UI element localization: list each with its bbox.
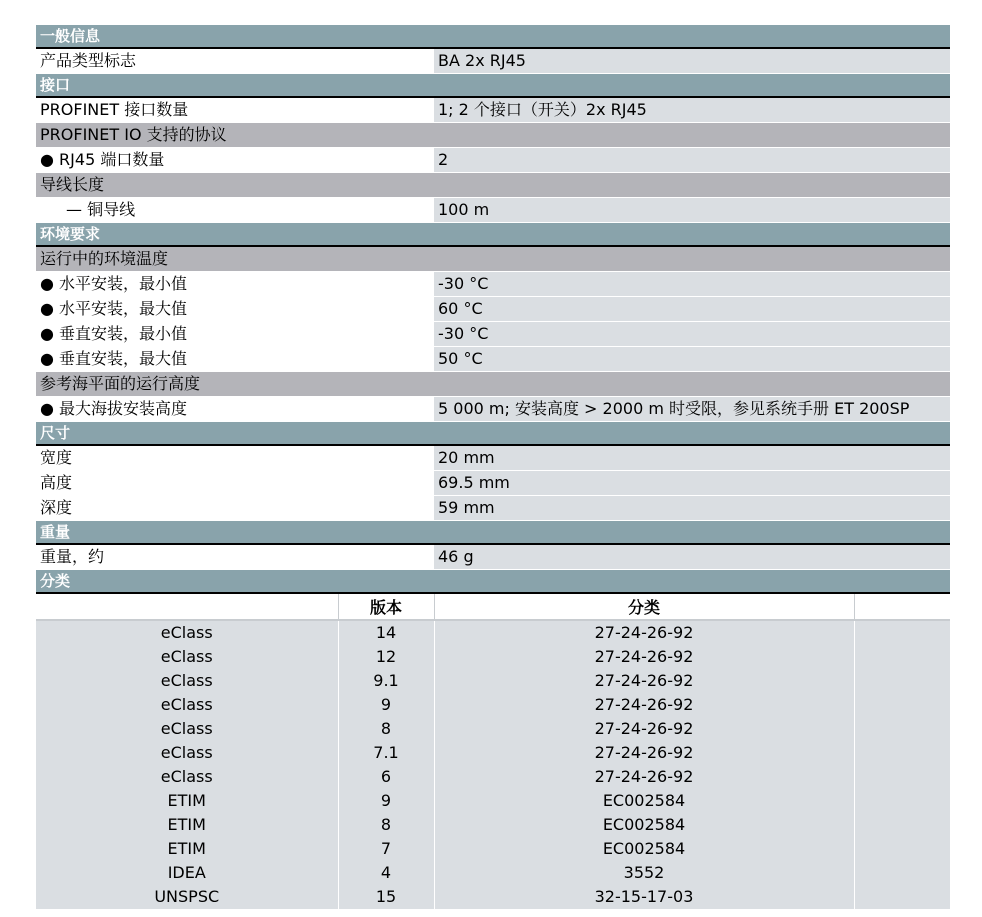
classification-version: 15: [338, 885, 434, 909]
classification-system: IDEA: [36, 861, 338, 885]
column-header-extra: [854, 594, 950, 620]
classification-version: 9.1: [338, 669, 434, 693]
column-header-system: [36, 594, 338, 620]
classification-code: 27-24-26-92: [434, 717, 854, 741]
classification-code: 27-24-26-92: [434, 620, 854, 645]
spec-row-temp-horizontal-max: [36, 297, 950, 322]
spec-sheet: [36, 25, 950, 909]
classification-version: 12: [338, 645, 434, 669]
spec-row-temp-vertical-min: [36, 322, 950, 347]
empty-cell: [854, 645, 950, 669]
spec-row-product-type: [36, 49, 950, 74]
spec-label: ● RJ45 端口数量: [36, 148, 434, 172]
classification-system: UNSPSC: [36, 885, 338, 909]
subheader-cable-length: 导线长度: [36, 173, 950, 198]
empty-cell: [854, 885, 950, 909]
classification-version: 9: [338, 693, 434, 717]
spec-label: ● 水平安装，最小值: [36, 272, 434, 296]
spec-label: PROFINET 接口数量: [36, 98, 434, 122]
spec-row-height: [36, 471, 950, 496]
classification-system: eClass: [36, 741, 338, 765]
classification-code: 3552: [434, 861, 854, 885]
spec-value: 100 m: [434, 198, 950, 222]
classification-system: eClass: [36, 645, 338, 669]
subheader-ambient-temperature: 运行中的环境温度: [36, 247, 950, 272]
empty-cell: [854, 620, 950, 645]
spec-row-max-altitude: [36, 397, 950, 422]
spec-value: -30 °C: [434, 272, 950, 296]
classification-header-row: [36, 594, 950, 620]
spec-label: 深度: [36, 496, 434, 520]
classification-version: 7.1: [338, 741, 434, 765]
classification-code: 27-24-26-92: [434, 645, 854, 669]
spec-row-profinet-interfaces: [36, 98, 950, 123]
spec-label: ● 垂直安装，最小值: [36, 322, 434, 346]
table-row: [36, 837, 950, 861]
table-row: [36, 717, 950, 741]
spec-row-depth: [36, 496, 950, 521]
spec-value: 5 000 m; 安装高度 > 2000 m 时受限，参见系统手册 ET 200SP: [434, 397, 950, 421]
table-row: [36, 620, 950, 645]
table-row: [36, 765, 950, 789]
spec-label: 产品类型标志: [36, 49, 434, 73]
table-row: [36, 861, 950, 885]
subheader-operating-altitude: 参考海平面的运行高度: [36, 372, 950, 397]
spec-value: 69.5 mm: [434, 471, 950, 495]
section-header-general: 一般信息: [36, 25, 950, 49]
spec-label: 宽度: [36, 446, 434, 470]
classification-code: 32-15-17-03: [434, 885, 854, 909]
table-row: [36, 741, 950, 765]
empty-cell: [854, 813, 950, 837]
classification-system: eClass: [36, 765, 338, 789]
table-row: [36, 789, 950, 813]
classification-version: 8: [338, 813, 434, 837]
classification-version: 6: [338, 765, 434, 789]
spec-row-copper-cable: [36, 198, 950, 223]
classification-code: 27-24-26-92: [434, 741, 854, 765]
empty-cell: [854, 717, 950, 741]
spec-value: 59 mm: [434, 496, 950, 520]
spec-value: 46 g: [434, 545, 950, 569]
classification-version: 8: [338, 717, 434, 741]
classification-code: 27-24-26-92: [434, 669, 854, 693]
column-header-classification: 分类: [434, 594, 854, 620]
section-header-weight: 重量: [36, 521, 950, 545]
spec-value: -30 °C: [434, 322, 950, 346]
classification-system: eClass: [36, 693, 338, 717]
classification-version: 4: [338, 861, 434, 885]
spec-value: BA 2x RJ45: [434, 49, 950, 73]
spec-row-weight: [36, 545, 950, 570]
section-header-environment: 环境要求: [36, 223, 950, 247]
subheader-protocols: PROFINET IO 支持的协议: [36, 123, 950, 148]
spec-value: 20 mm: [434, 446, 950, 470]
section-header-dimensions: 尺寸: [36, 422, 950, 446]
classification-code: EC002584: [434, 813, 854, 837]
spec-row-temp-horizontal-min: [36, 272, 950, 297]
classification-system: eClass: [36, 669, 338, 693]
section-header-interface: 接口: [36, 74, 950, 98]
empty-cell: [854, 837, 950, 861]
classification-version: 7: [338, 837, 434, 861]
spec-label: — 铜导线: [36, 198, 434, 222]
spec-value: 2: [434, 148, 950, 172]
spec-value: 60 °C: [434, 297, 950, 321]
spec-label: 高度: [36, 471, 434, 495]
spec-label: ● 水平安装，最大值: [36, 297, 434, 321]
spec-row-rj45-ports: [36, 148, 950, 173]
table-row: [36, 813, 950, 837]
spec-label: ● 垂直安装，最大值: [36, 347, 434, 371]
classification-code: EC002584: [434, 789, 854, 813]
spec-value: 50 °C: [434, 347, 950, 371]
spec-label: ● 最大海拔安装高度: [36, 397, 434, 421]
empty-cell: [854, 741, 950, 765]
column-header-version: 版本: [338, 594, 434, 620]
section-header-classification: 分类: [36, 570, 950, 594]
table-row: [36, 885, 950, 909]
table-row: [36, 669, 950, 693]
classification-system: ETIM: [36, 837, 338, 861]
classification-code: EC002584: [434, 837, 854, 861]
spec-row-temp-vertical-max: [36, 347, 950, 372]
classification-version: 14: [338, 620, 434, 645]
empty-cell: [854, 669, 950, 693]
classification-system: eClass: [36, 717, 338, 741]
spec-value: 1; 2 个接口（开关）2x RJ45: [434, 98, 950, 122]
spec-row-width: [36, 446, 950, 471]
classification-system: ETIM: [36, 789, 338, 813]
classification-system: ETIM: [36, 813, 338, 837]
classification-table: [36, 594, 950, 909]
empty-cell: [854, 693, 950, 717]
classification-version: 9: [338, 789, 434, 813]
spec-label: 重量，约: [36, 545, 434, 569]
empty-cell: [854, 789, 950, 813]
empty-cell: [854, 861, 950, 885]
classification-code: 27-24-26-92: [434, 693, 854, 717]
table-row: [36, 645, 950, 669]
table-row: [36, 693, 950, 717]
empty-cell: [854, 765, 950, 789]
classification-system: eClass: [36, 620, 338, 645]
classification-code: 27-24-26-92: [434, 765, 854, 789]
